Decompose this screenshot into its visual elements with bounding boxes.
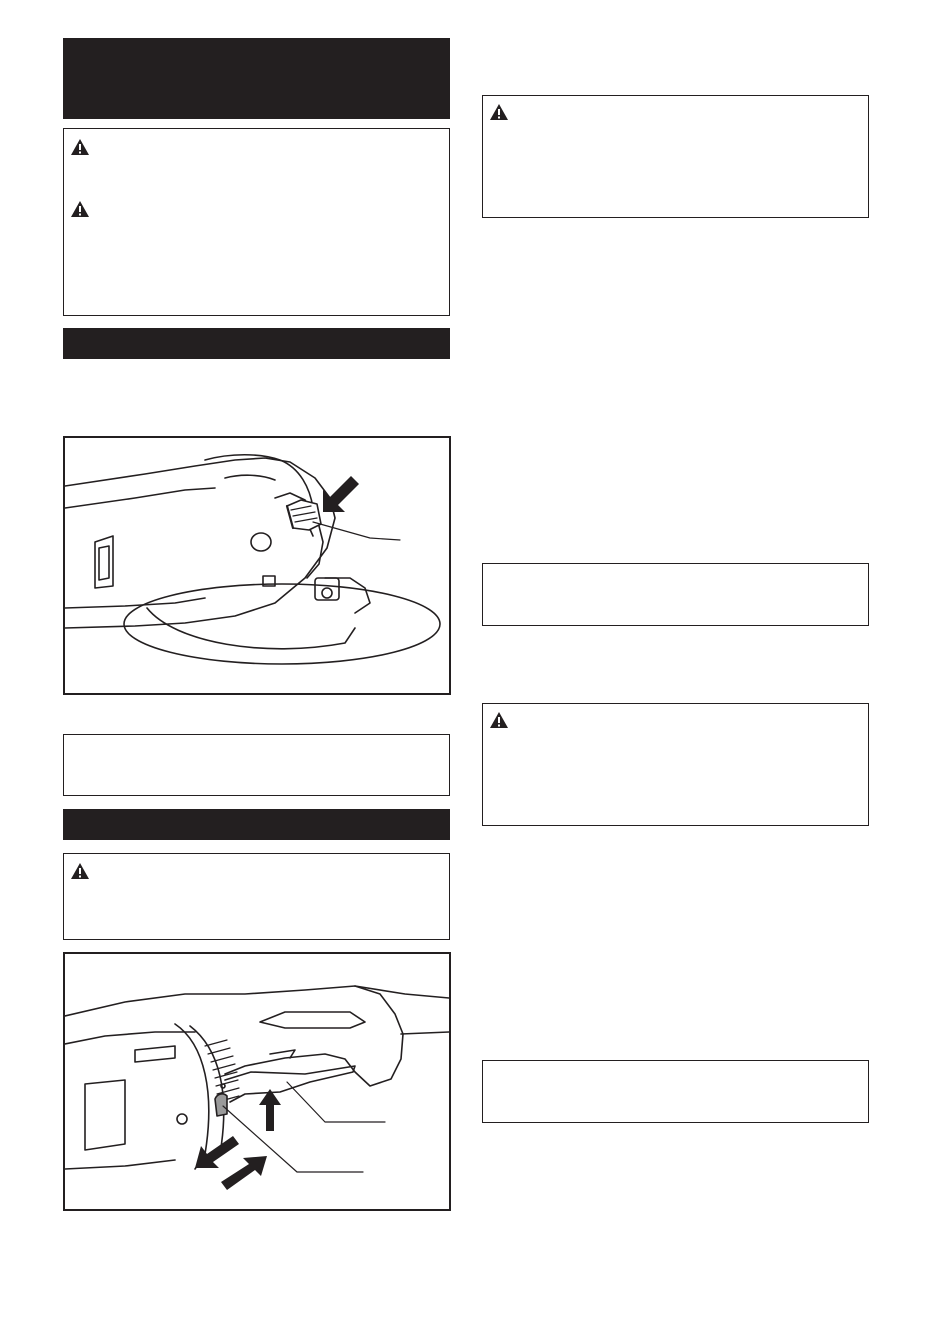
lock-off-lever [215, 1094, 227, 1116]
safety-warning-box [63, 128, 450, 316]
warning-box [482, 95, 869, 218]
section-heading-bar [63, 328, 450, 359]
motor-housing [65, 458, 335, 628]
tool-body [65, 986, 403, 1086]
note-box [63, 734, 450, 796]
section-heading-bar [63, 809, 450, 840]
switch-lever [225, 1066, 355, 1102]
note-box [482, 1060, 869, 1123]
side-switch [95, 536, 113, 588]
warning-triangle-icon [70, 138, 90, 156]
switch-lever-figure [63, 952, 451, 1211]
slide-forward-arrow-icon [217, 1154, 269, 1194]
section-title-block [63, 38, 450, 119]
note-box [482, 563, 869, 626]
leader-line [313, 522, 400, 540]
leader-line [287, 1082, 385, 1122]
press-arrow-icon [317, 474, 361, 518]
warning-triangle-icon [70, 862, 90, 880]
lever-up-arrow-icon [257, 1087, 283, 1133]
warning-triangle-icon [489, 103, 509, 121]
warning-box [482, 703, 869, 826]
shaft-lock-figure [63, 436, 451, 695]
warning-triangle-icon [489, 711, 509, 729]
warning-box [63, 853, 450, 940]
warning-triangle-icon [70, 200, 90, 218]
